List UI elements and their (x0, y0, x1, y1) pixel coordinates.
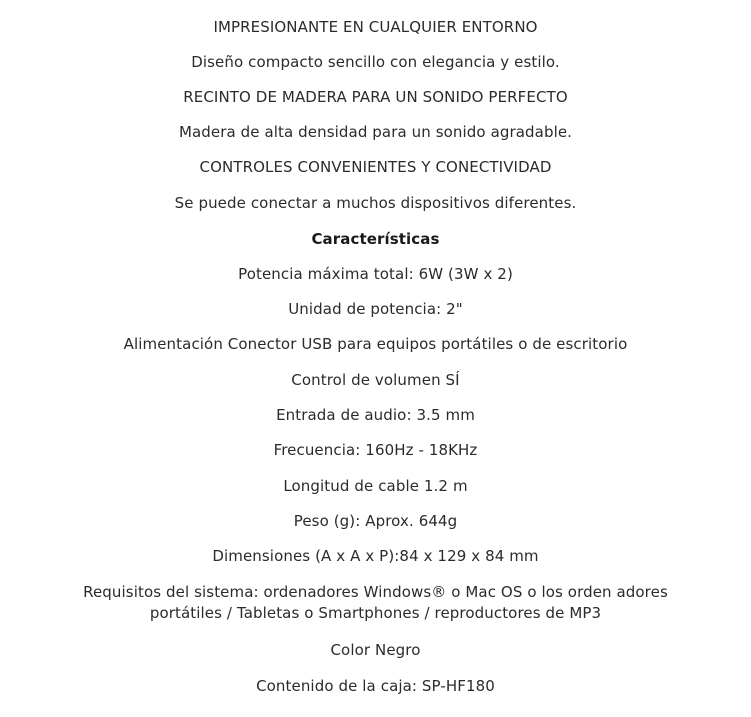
intro-text-design: Diseño compacto sencillo con elegancia y estilo. (191, 53, 560, 71)
intro-headline-wood: RECINTO DE MADERA PARA UN SONIDO PERFECTO (183, 88, 568, 106)
spec-frequency: Frecuencia: 160Hz - 18KHz (273, 441, 478, 459)
spec-weight: Peso (g): Aprox. 644g (293, 512, 458, 530)
spec-audio-input: Entrada de audio: 3.5 mm (276, 406, 475, 424)
box-contents: Contenido de la caja: SP-HF180 (256, 677, 495, 695)
specs-heading: Características (311, 230, 440, 248)
spec-dimensions: Dimensiones (A x A x P):84 x 129 x 84 mm (212, 547, 539, 565)
spec-power: Potencia máxima total: 6W (3W x 2) (238, 265, 513, 283)
intro-text-wood: Madera de alta densidad para un sonido agradable. (178, 123, 573, 141)
spec-driver-unit: Unidad de potencia: 2" (288, 300, 463, 318)
intro-headline-controls: CONTROLES CONVENIENTES Y CONECTIVIDAD (199, 158, 552, 176)
spec-power-supply: Alimentación Conector USB para equipos portátiles o de escritorio (123, 335, 628, 353)
spec-volume-control: Control de volumen SÍ (291, 371, 460, 389)
spec-cable-length: Longitud de cable 1.2 m (283, 477, 468, 495)
intro-headline-environment: IMPRESIONANTE EN CUALQUIER ENTORNO (213, 18, 538, 36)
spec-color: Color Negro (330, 641, 421, 659)
requirements-line-2: portátiles / Tabletas o Smartphones / reproductores de MP3 (149, 604, 602, 622)
requirements-line-1: Requisitos del sistema: ordenadores Windows® o Mac OS o los orden adores (83, 583, 668, 601)
intro-text-connect: Se puede conectar a muchos dispositivos diferentes. (174, 194, 577, 212)
